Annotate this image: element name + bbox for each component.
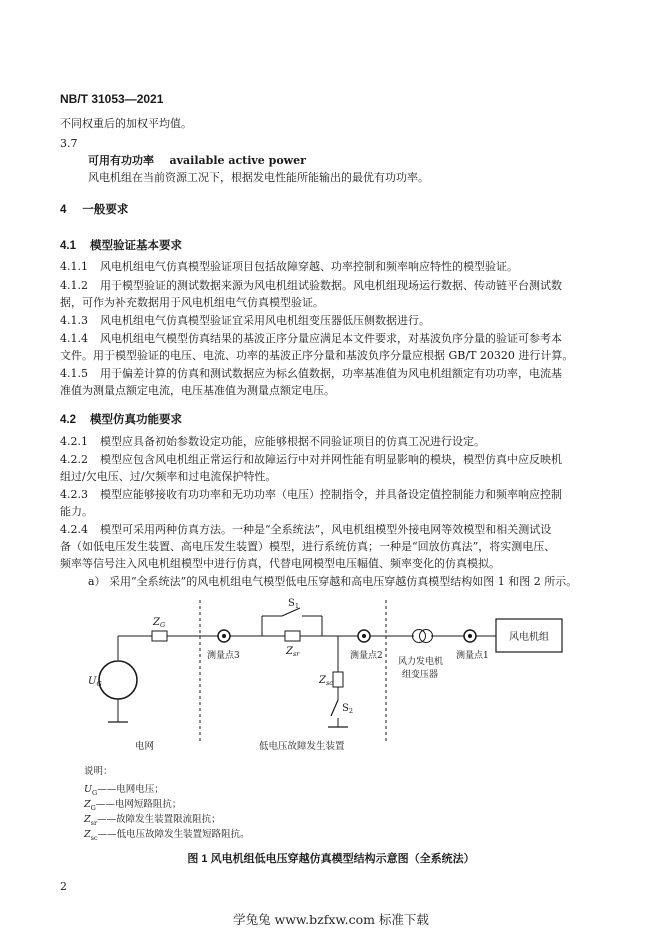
clause-number: 4.2.1 [60,435,88,448]
term-definition: 风电机组在当前资源工况下，根据发电性能所能输出的最优有功功率。 [88,171,429,184]
clause-4-2-4-cont2: 频率等信号注入风电机组模型中进行仿真，代替电网模型电压幅值、频率变化的仿真模拟。 [60,557,500,570]
term-english: available active power [169,154,306,167]
label-measure-point-2: 测量点2 [350,651,383,661]
page-number: 2 [60,880,67,893]
zsc-resistor [333,672,343,687]
section-number: 4.1 [60,240,76,252]
chapter-title: 一般要求 [82,204,129,216]
clause-number: 4.2.2 [60,453,88,466]
clause-3-7-number: 3.7 [60,137,78,150]
zg-resistor [152,631,167,641]
clause-4-2-2-cont: 组过/欠电压、过/欠频率和过电流保护特性。 [60,470,277,483]
label-transformer-line2: 组变压器 [402,670,439,680]
clause-text: 用于模型验证的测试数据来源为风电机组试验数据。风电机组现场运行数据、传动链平台测试数 [100,279,562,292]
clause-text: 风电机组电气模型仿真结果的基波正序分量应满足本文件要求，对基波负序分量的验证可参考本 [100,332,562,345]
section-number: 4.2 [60,414,76,426]
label-zsc: $Z_{sc}$ [319,675,333,687]
label-ug: $U_G$ [88,676,102,688]
clause-number: 4.1.4 [60,332,88,345]
clause-number: 4.1.1 [60,260,88,273]
label-measure-point-3: 测量点3 [207,651,240,661]
clause-text: 风电机组电气仿真模型验证宜采用风电机组变压器低压侧数据进行。 [100,314,430,327]
clause-4-1-4-cont: 文件。用于模型验证的电压、电流、功率的基波正序分量和基波负序分量应根据 GB/T 20320 进行计算。 [60,349,574,362]
clause-number: 4.2.4 [60,523,88,536]
measure-point-1-dot [468,634,471,637]
watermark-footer: 学兔兔 www.bzfxw.com 标准下载 [233,912,429,927]
clause-text: 模型应能够接收有功功率和无功功率（电压）控制指令，并具备设定值控制能力和频率响应控制 [100,488,562,501]
legend-item-zsr: $Z_{sr}——$故障发生装置限流阻抗； [84,814,221,827]
figure-caption: 图 1 风电机组低电压穿越仿真模型结构示意图（全系统法） [187,853,475,865]
continuation-line: 不同权重后的加权平均值。 [60,117,192,130]
legend-item-ug: $U_G——$电网电压； [84,784,164,797]
s2-switch-blade [331,700,338,716]
label-wtg: 风电机组 [509,632,549,643]
label-zg: $Z_G$ [153,617,166,629]
label-s1: $S_1$ [288,598,299,610]
label-transformer-line1: 风力发电机 [398,657,444,667]
measure-point-2-dot [362,634,365,637]
label-s2: $S_2$ [342,703,353,715]
clause-4-2-4-cont1: 备（如低电压发生装置、高电压发生装置）模型，进行系统仿真；一种是“回放仿真法”，将实测电压、 [60,540,556,553]
clause-text: 模型应包含风电机组正常运行和故障运行中对并网性能有明显影响的模块，模型仿真中应反映机 [100,453,562,466]
clause-text: 风电机组电气仿真模型验证项目包括故障穿越、功率控制和频率响应特性的模型验证。 [100,260,518,273]
clause-number: 4.2.3 [60,488,88,501]
clause-text: 用于偏差计算的仿真和测试数据应为标幺值数据，功率基准值为风电机组额定有功功率，电流基 [100,367,562,380]
label-grid: 电网 [135,741,155,752]
legend-title: 说明： [84,766,113,777]
clause-number: 4.1.5 [60,367,88,380]
label-zsr: $Z_{sr}$ [286,646,300,658]
measure-point-3-dot [222,634,225,637]
clause-4-1-5-cont: 准值为测量点额定电流，电压基准值为测量点额定电压。 [60,384,335,397]
clause-number: 4.1.3 [60,314,88,327]
section-title: 模型仿真功能要求 [90,414,182,426]
section-title: 模型验证基本要求 [90,240,182,252]
term-chinese: 可用有功功率 [88,154,154,167]
clause-text: 模型可采用两种仿真方法。一种是“全系统法”，风电机组模型外接电网等效模型和相关测试设 [100,523,552,536]
clause-text: 模型应具备初始参数设定功能，应能够根据不同验证项目的仿真工况进行设定。 [100,435,485,448]
clause-4-2-3-cont: 能力。 [60,505,93,518]
legend-item-zsc: $Z_{sc}——$低电压故障发生装置短路阻抗。 [84,829,250,842]
label-measure-point-1: 测量点1 [456,651,489,661]
legend-item-zg: $Z_G——$电网短路阻抗； [84,799,182,812]
item-a: a） 采用“全系统法”的风电机组电气模型低电压穿越和高电压穿越仿真模型结构如图 1 和图 2 所示。 [88,575,578,588]
clause-number: 4.1.2 [60,279,88,292]
zsr-resistor [285,631,300,641]
standard-number: NB/T 31053—2021 [60,92,164,106]
clause-4-1-2-cont: 据，可作为补充数据用于风电机组电气仿真模型验证。 [60,296,324,309]
grid-source-icon [99,661,137,699]
chapter-number: 4 [60,204,67,216]
label-lvrt-device: 低电压故障发生装置 [259,741,345,752]
